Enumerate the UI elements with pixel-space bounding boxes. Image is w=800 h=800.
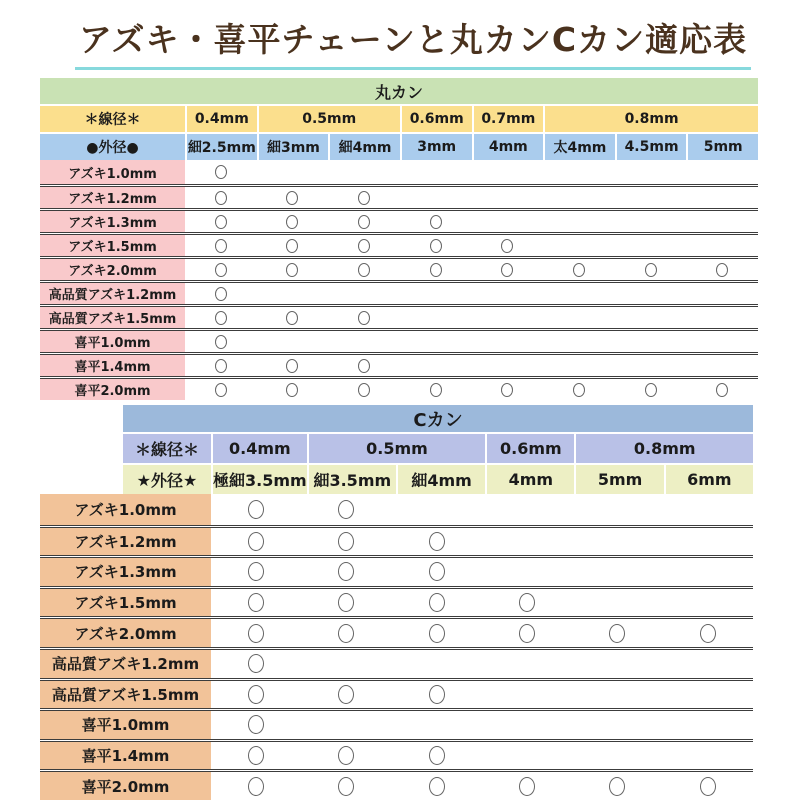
- compatibility-cell: [301, 711, 391, 739]
- compatibility-cell: [543, 259, 615, 280]
- compatibility-cell: [301, 589, 391, 617]
- compatibility-mark-icon: [609, 624, 625, 643]
- compatibility-mark-icon: [358, 263, 370, 277]
- compatibility-mark-icon: [286, 383, 298, 397]
- marukan-table-title: 丸カン: [40, 78, 758, 104]
- compatibility-mark-icon: [429, 562, 445, 581]
- compatibility-cell: [472, 307, 544, 328]
- compatibility-cell: [328, 307, 400, 328]
- compatibility-cell: [211, 528, 301, 556]
- marukan-outer-diameter-label: ●外径●: [40, 134, 185, 160]
- compatibility-mark-icon: [215, 335, 227, 349]
- compatibility-mark-icon: [645, 263, 657, 277]
- compatibility-mark-icon: [519, 624, 535, 643]
- compatibility-cell: [328, 160, 400, 184]
- compatibility-mark-icon: [573, 263, 585, 277]
- compatibility-cell: [615, 259, 687, 280]
- compatibility-cell: [400, 283, 472, 304]
- compatibility-cell: [472, 379, 544, 400]
- compatibility-mark-icon: [716, 383, 728, 397]
- compatibility-cell: [472, 331, 544, 352]
- compatibility-cell: [663, 681, 753, 709]
- compatibility-cell: [482, 742, 572, 770]
- compatibility-mark-icon: [358, 311, 370, 325]
- compatibility-mark-icon: [338, 777, 354, 796]
- compatibility-mark-icon: [429, 532, 445, 551]
- ckan-table-row: [40, 494, 753, 525]
- compatibility-cell: [328, 235, 400, 256]
- compatibility-cell: [686, 283, 758, 304]
- ckan-table-body: [40, 494, 753, 800]
- compatibility-cell: [211, 558, 301, 586]
- compatibility-mark-icon: [429, 746, 445, 765]
- chain-row-label: 喜平1.4mm: [40, 355, 185, 376]
- compatibility-cell: [615, 283, 687, 304]
- compatibility-mark-icon: [358, 383, 370, 397]
- ckan-wire-size-3: 0.8mm: [576, 434, 753, 463]
- compatibility-cell: [482, 494, 572, 525]
- marukan-table-row: [40, 376, 758, 400]
- ckan-outer-diameter-label: ★外径★: [123, 465, 211, 494]
- chain-row-label: アズキ1.0mm: [40, 494, 211, 525]
- compatibility-cell: [211, 650, 301, 678]
- compatibility-cell: [257, 259, 329, 280]
- compatibility-cell: [301, 528, 391, 556]
- marukan-table-row: [40, 304, 758, 328]
- compatibility-mark-icon: [248, 746, 264, 765]
- compatibility-cell: [543, 355, 615, 376]
- compatibility-cell: [185, 235, 257, 256]
- compatibility-mark-icon: [215, 383, 227, 397]
- chain-row-label: アズキ2.0mm: [40, 619, 211, 647]
- compatibility-cell: [686, 379, 758, 400]
- ckan-outer-size-3: 4mm: [487, 465, 574, 494]
- compatibility-mark-icon: [286, 239, 298, 253]
- compatibility-cell: [543, 283, 615, 304]
- compatibility-cell: [472, 283, 544, 304]
- compatibility-cell: [543, 235, 615, 256]
- compatibility-cell: [686, 259, 758, 280]
- compatibility-cell: [482, 772, 572, 800]
- compatibility-mark-icon: [338, 562, 354, 581]
- compatibility-cell: [328, 211, 400, 232]
- chain-row-label: 喜平1.0mm: [40, 711, 211, 739]
- marukan-table-row: [40, 232, 758, 256]
- compatibility-mark-icon: [358, 239, 370, 253]
- compatibility-cell: [211, 619, 301, 647]
- compatibility-cell: [543, 307, 615, 328]
- compatibility-mark-icon: [358, 359, 370, 373]
- marukan-table-body: [40, 160, 758, 400]
- marukan-table-row: [40, 184, 758, 208]
- chain-row-label: アズキ2.0mm: [40, 259, 185, 280]
- compatibility-cell: [211, 772, 301, 800]
- marukan-wire-size-2: 0.6mm: [402, 106, 472, 132]
- ckan-outer-size-1: 細3.5mm: [309, 465, 396, 494]
- compatibility-cell: [472, 235, 544, 256]
- compatibility-cell: [663, 711, 753, 739]
- compatibility-mark-icon: [248, 500, 264, 519]
- compatibility-cell: [615, 235, 687, 256]
- chain-row-label: 喜平2.0mm: [40, 379, 185, 400]
- compatibility-cell: [257, 187, 329, 208]
- compatibility-cell: [543, 211, 615, 232]
- compatibility-cell: [615, 187, 687, 208]
- compatibility-mark-icon: [215, 191, 227, 205]
- compatibility-cell: [301, 494, 391, 525]
- compatibility-mark-icon: [338, 500, 354, 519]
- compatibility-cell: [615, 379, 687, 400]
- compatibility-cell: [257, 283, 329, 304]
- compatibility-cell: [663, 528, 753, 556]
- compatibility-cell: [482, 558, 572, 586]
- compatibility-cell: [301, 650, 391, 678]
- ckan-outer-size-4: 5mm: [576, 465, 663, 494]
- ckan-wire-size-0: 0.4mm: [213, 434, 307, 463]
- compatibility-cell: [686, 307, 758, 328]
- marukan-table-row: [40, 208, 758, 232]
- compatibility-cell: [301, 558, 391, 586]
- compatibility-mark-icon: [429, 593, 445, 612]
- compatibility-mark-icon: [286, 311, 298, 325]
- compatibility-mark-icon: [429, 685, 445, 704]
- compatibility-cell: [615, 331, 687, 352]
- marukan-outer-size-7: 5mm: [688, 134, 758, 160]
- compatibility-cell: [615, 211, 687, 232]
- compatibility-cell: [211, 711, 301, 739]
- compatibility-cell: [663, 772, 753, 800]
- marukan-table-row: [40, 256, 758, 280]
- compatibility-mark-icon: [338, 624, 354, 643]
- marukan-wire-size-1: 0.5mm: [259, 106, 400, 132]
- compatibility-cell: [472, 355, 544, 376]
- compatibility-mark-icon: [215, 239, 227, 253]
- compatibility-mark-icon: [215, 287, 227, 301]
- ckan-outer-size-5: 6mm: [666, 465, 753, 494]
- chain-row-label: アズキ1.2mm: [40, 528, 211, 556]
- marukan-outer-size-2: 細4mm: [330, 134, 400, 160]
- compatibility-cell: [400, 379, 472, 400]
- compatibility-mark-icon: [248, 777, 264, 796]
- marukan-outer-size-3: 3mm: [402, 134, 472, 160]
- compatibility-cell: [392, 619, 482, 647]
- compatibility-cell: [392, 772, 482, 800]
- compatibility-cell: [301, 742, 391, 770]
- compatibility-mark-icon: [248, 593, 264, 612]
- compatibility-cell: [482, 681, 572, 709]
- ckan-wire-size-2: 0.6mm: [487, 434, 574, 463]
- compatibility-cell: [572, 619, 662, 647]
- compatibility-cell: [392, 589, 482, 617]
- compatibility-cell: [663, 742, 753, 770]
- compatibility-mark-icon: [215, 215, 227, 229]
- compatibility-cell: [543, 187, 615, 208]
- marukan-outer-size-4: 4mm: [474, 134, 544, 160]
- compatibility-cell: [572, 711, 662, 739]
- compatibility-cell: [400, 355, 472, 376]
- compatibility-mark-icon: [215, 359, 227, 373]
- compatibility-cell: [400, 307, 472, 328]
- compatibility-cell: [482, 619, 572, 647]
- compatibility-mark-icon: [430, 239, 442, 253]
- compatibility-cell: [185, 211, 257, 232]
- compatibility-cell: [663, 589, 753, 617]
- compatibility-cell: [572, 742, 662, 770]
- compatibility-cell: [472, 259, 544, 280]
- compatibility-cell: [400, 160, 472, 184]
- compatibility-cell: [400, 259, 472, 280]
- compatibility-cell: [328, 283, 400, 304]
- compatibility-mark-icon: [248, 562, 264, 581]
- compatibility-cell: [572, 494, 662, 525]
- chain-row-label: 喜平1.4mm: [40, 742, 211, 770]
- compatibility-mark-icon: [248, 715, 264, 734]
- compatibility-cell: [392, 711, 482, 739]
- marukan-table-row: [40, 352, 758, 376]
- page-title: アズキ・喜平チェーンと丸カンCカン適応表: [75, 14, 751, 70]
- compatibility-cell: [257, 235, 329, 256]
- compatibility-cell: [663, 558, 753, 586]
- compatibility-cell: [392, 650, 482, 678]
- compatibility-cell: [301, 772, 391, 800]
- compatibility-mark-icon: [286, 215, 298, 229]
- compatibility-cell: [257, 331, 329, 352]
- ckan-table-row: [40, 739, 753, 770]
- compatibility-mark-icon: [338, 746, 354, 765]
- compatibility-cell: [400, 235, 472, 256]
- compatibility-mark-icon: [338, 532, 354, 551]
- compatibility-cell: [572, 589, 662, 617]
- compatibility-cell: [185, 187, 257, 208]
- compatibility-cell: [211, 681, 301, 709]
- compatibility-cell: [392, 558, 482, 586]
- compatibility-cell: [328, 331, 400, 352]
- compatibility-cell: [482, 711, 572, 739]
- ckan-table-row: [40, 555, 753, 586]
- compatibility-mark-icon: [716, 263, 728, 277]
- compatibility-cell: [615, 355, 687, 376]
- compatibility-cell: [572, 650, 662, 678]
- compatibility-cell: [328, 379, 400, 400]
- marukan-table-header: [40, 78, 758, 160]
- ckan-wire-size-1: 0.5mm: [309, 434, 486, 463]
- ckan-table-row: [40, 678, 753, 709]
- chain-row-label: アズキ1.0mm: [40, 160, 185, 184]
- marukan-outer-size-0: 細2.5mm: [187, 134, 257, 160]
- compatibility-cell: [328, 355, 400, 376]
- chain-row-label: 高品質アズキ1.5mm: [40, 681, 211, 709]
- compatibility-cell: [686, 211, 758, 232]
- compatibility-mark-icon: [501, 239, 513, 253]
- compatibility-mark-icon: [215, 263, 227, 277]
- marukan-wire-diameter-label: ＊線径＊: [40, 106, 185, 132]
- compatibility-cell: [572, 528, 662, 556]
- compatibility-cell: [392, 681, 482, 709]
- ckan-table-row: [40, 769, 753, 800]
- chain-row-label: アズキ1.2mm: [40, 187, 185, 208]
- chain-row-label: アズキ1.5mm: [40, 235, 185, 256]
- compatibility-mark-icon: [430, 383, 442, 397]
- marukan-wire-size-0: 0.4mm: [187, 106, 257, 132]
- compatibility-mark-icon: [358, 191, 370, 205]
- marukan-table-row: [40, 328, 758, 352]
- ckan-table-row: [40, 616, 753, 647]
- compatibility-mark-icon: [430, 263, 442, 277]
- compatibility-cell: [392, 528, 482, 556]
- compatibility-cell: [257, 307, 329, 328]
- compatibility-mark-icon: [358, 215, 370, 229]
- compatibility-cell: [472, 211, 544, 232]
- compatibility-cell: [482, 589, 572, 617]
- ckan-wire-diameter-label: ＊線径＊: [123, 434, 211, 463]
- marukan-wire-size-4: 0.8mm: [545, 106, 758, 132]
- ckan-table-row: [40, 647, 753, 678]
- compatibility-cell: [572, 558, 662, 586]
- marukan-table-row: [40, 280, 758, 304]
- compatibility-cell: [400, 331, 472, 352]
- compatibility-cell: [392, 494, 482, 525]
- compatibility-cell: [257, 211, 329, 232]
- chain-row-label: 喜平2.0mm: [40, 772, 211, 800]
- compatibility-cell: [572, 681, 662, 709]
- compatibility-cell: [185, 307, 257, 328]
- compatibility-cell: [211, 494, 301, 525]
- compatibility-mark-icon: [286, 191, 298, 205]
- compatibility-cell: [686, 187, 758, 208]
- compatibility-cell: [211, 589, 301, 617]
- compatibility-mark-icon: [286, 263, 298, 277]
- ckan-table-header: [123, 405, 753, 494]
- compatibility-cell: [686, 331, 758, 352]
- compatibility-cell: [328, 259, 400, 280]
- ckan-outer-size-0: 極細3.5mm: [213, 465, 307, 494]
- compatibility-mark-icon: [248, 654, 264, 673]
- compatibility-mark-icon: [338, 593, 354, 612]
- chain-row-label: アズキ1.5mm: [40, 589, 211, 617]
- chain-row-label: 高品質アズキ1.5mm: [40, 307, 185, 328]
- compatibility-cell: [686, 160, 758, 184]
- compatibility-mark-icon: [248, 624, 264, 643]
- compatibility-cell: [472, 187, 544, 208]
- chain-row-label: 高品質アズキ1.2mm: [40, 650, 211, 678]
- compatibility-cell: [185, 259, 257, 280]
- compatibility-cell: [328, 187, 400, 208]
- compatibility-mark-icon: [248, 532, 264, 551]
- chain-row-label: アズキ1.3mm: [40, 558, 211, 586]
- compatibility-mark-icon: [429, 777, 445, 796]
- compatibility-mark-icon: [501, 383, 513, 397]
- compatibility-cell: [392, 742, 482, 770]
- compatibility-cell: [185, 379, 257, 400]
- compatibility-cell: [663, 494, 753, 525]
- marukan-table-row: [40, 160, 758, 184]
- compatibility-mark-icon: [429, 624, 445, 643]
- compatibility-mark-icon: [501, 263, 513, 277]
- compatibility-cell: [257, 160, 329, 184]
- marukan-outer-size-5: 太4mm: [545, 134, 615, 160]
- compatibility-mark-icon: [700, 777, 716, 796]
- compatibility-mark-icon: [430, 215, 442, 229]
- ckan-table-row: [40, 525, 753, 556]
- compatibility-cell: [185, 160, 257, 184]
- chain-row-label: アズキ1.3mm: [40, 211, 185, 232]
- compatibility-cell: [211, 742, 301, 770]
- compatibility-mark-icon: [519, 777, 535, 796]
- compatibility-mark-icon: [286, 359, 298, 373]
- compatibility-cell: [472, 160, 544, 184]
- compatibility-mark-icon: [700, 624, 716, 643]
- compatibility-cell: [543, 331, 615, 352]
- compatibility-mark-icon: [215, 311, 227, 325]
- compatibility-cell: [482, 650, 572, 678]
- marukan-wire-size-3: 0.7mm: [474, 106, 544, 132]
- compatibility-cell: [615, 307, 687, 328]
- compatibility-mark-icon: [338, 685, 354, 704]
- compatibility-cell: [185, 283, 257, 304]
- compatibility-cell: [663, 650, 753, 678]
- ckan-table-row: [40, 708, 753, 739]
- compatibility-mark-icon: [519, 593, 535, 612]
- compatibility-cell: [663, 619, 753, 647]
- marukan-outer-size-1: 細3mm: [259, 134, 329, 160]
- compatibility-cell: [185, 355, 257, 376]
- compatibility-cell: [400, 211, 472, 232]
- compatibility-cell: [257, 355, 329, 376]
- compatibility-cell: [482, 528, 572, 556]
- compatibility-cell: [301, 619, 391, 647]
- compatibility-cell: [543, 379, 615, 400]
- ckan-table-row: [40, 586, 753, 617]
- compatibility-cell: [615, 160, 687, 184]
- compatibility-cell: [400, 187, 472, 208]
- compatibility-mark-icon: [573, 383, 585, 397]
- marukan-outer-size-6: 4.5mm: [617, 134, 687, 160]
- compatibility-mark-icon: [609, 777, 625, 796]
- ckan-table-title: Cカン: [123, 405, 753, 432]
- compatibility-mark-icon: [248, 685, 264, 704]
- chain-row-label: 喜平1.0mm: [40, 331, 185, 352]
- compatibility-mark-icon: [215, 165, 227, 179]
- compatibility-cell: [686, 235, 758, 256]
- compatibility-cell: [301, 681, 391, 709]
- chain-row-label: 高品質アズキ1.2mm: [40, 283, 185, 304]
- compatibility-cell: [572, 772, 662, 800]
- ckan-outer-size-2: 細4mm: [398, 465, 485, 494]
- compatibility-cell: [686, 355, 758, 376]
- compatibility-cell: [185, 331, 257, 352]
- compatibility-mark-icon: [645, 383, 657, 397]
- compatibility-cell: [257, 379, 329, 400]
- compatibility-cell: [543, 160, 615, 184]
